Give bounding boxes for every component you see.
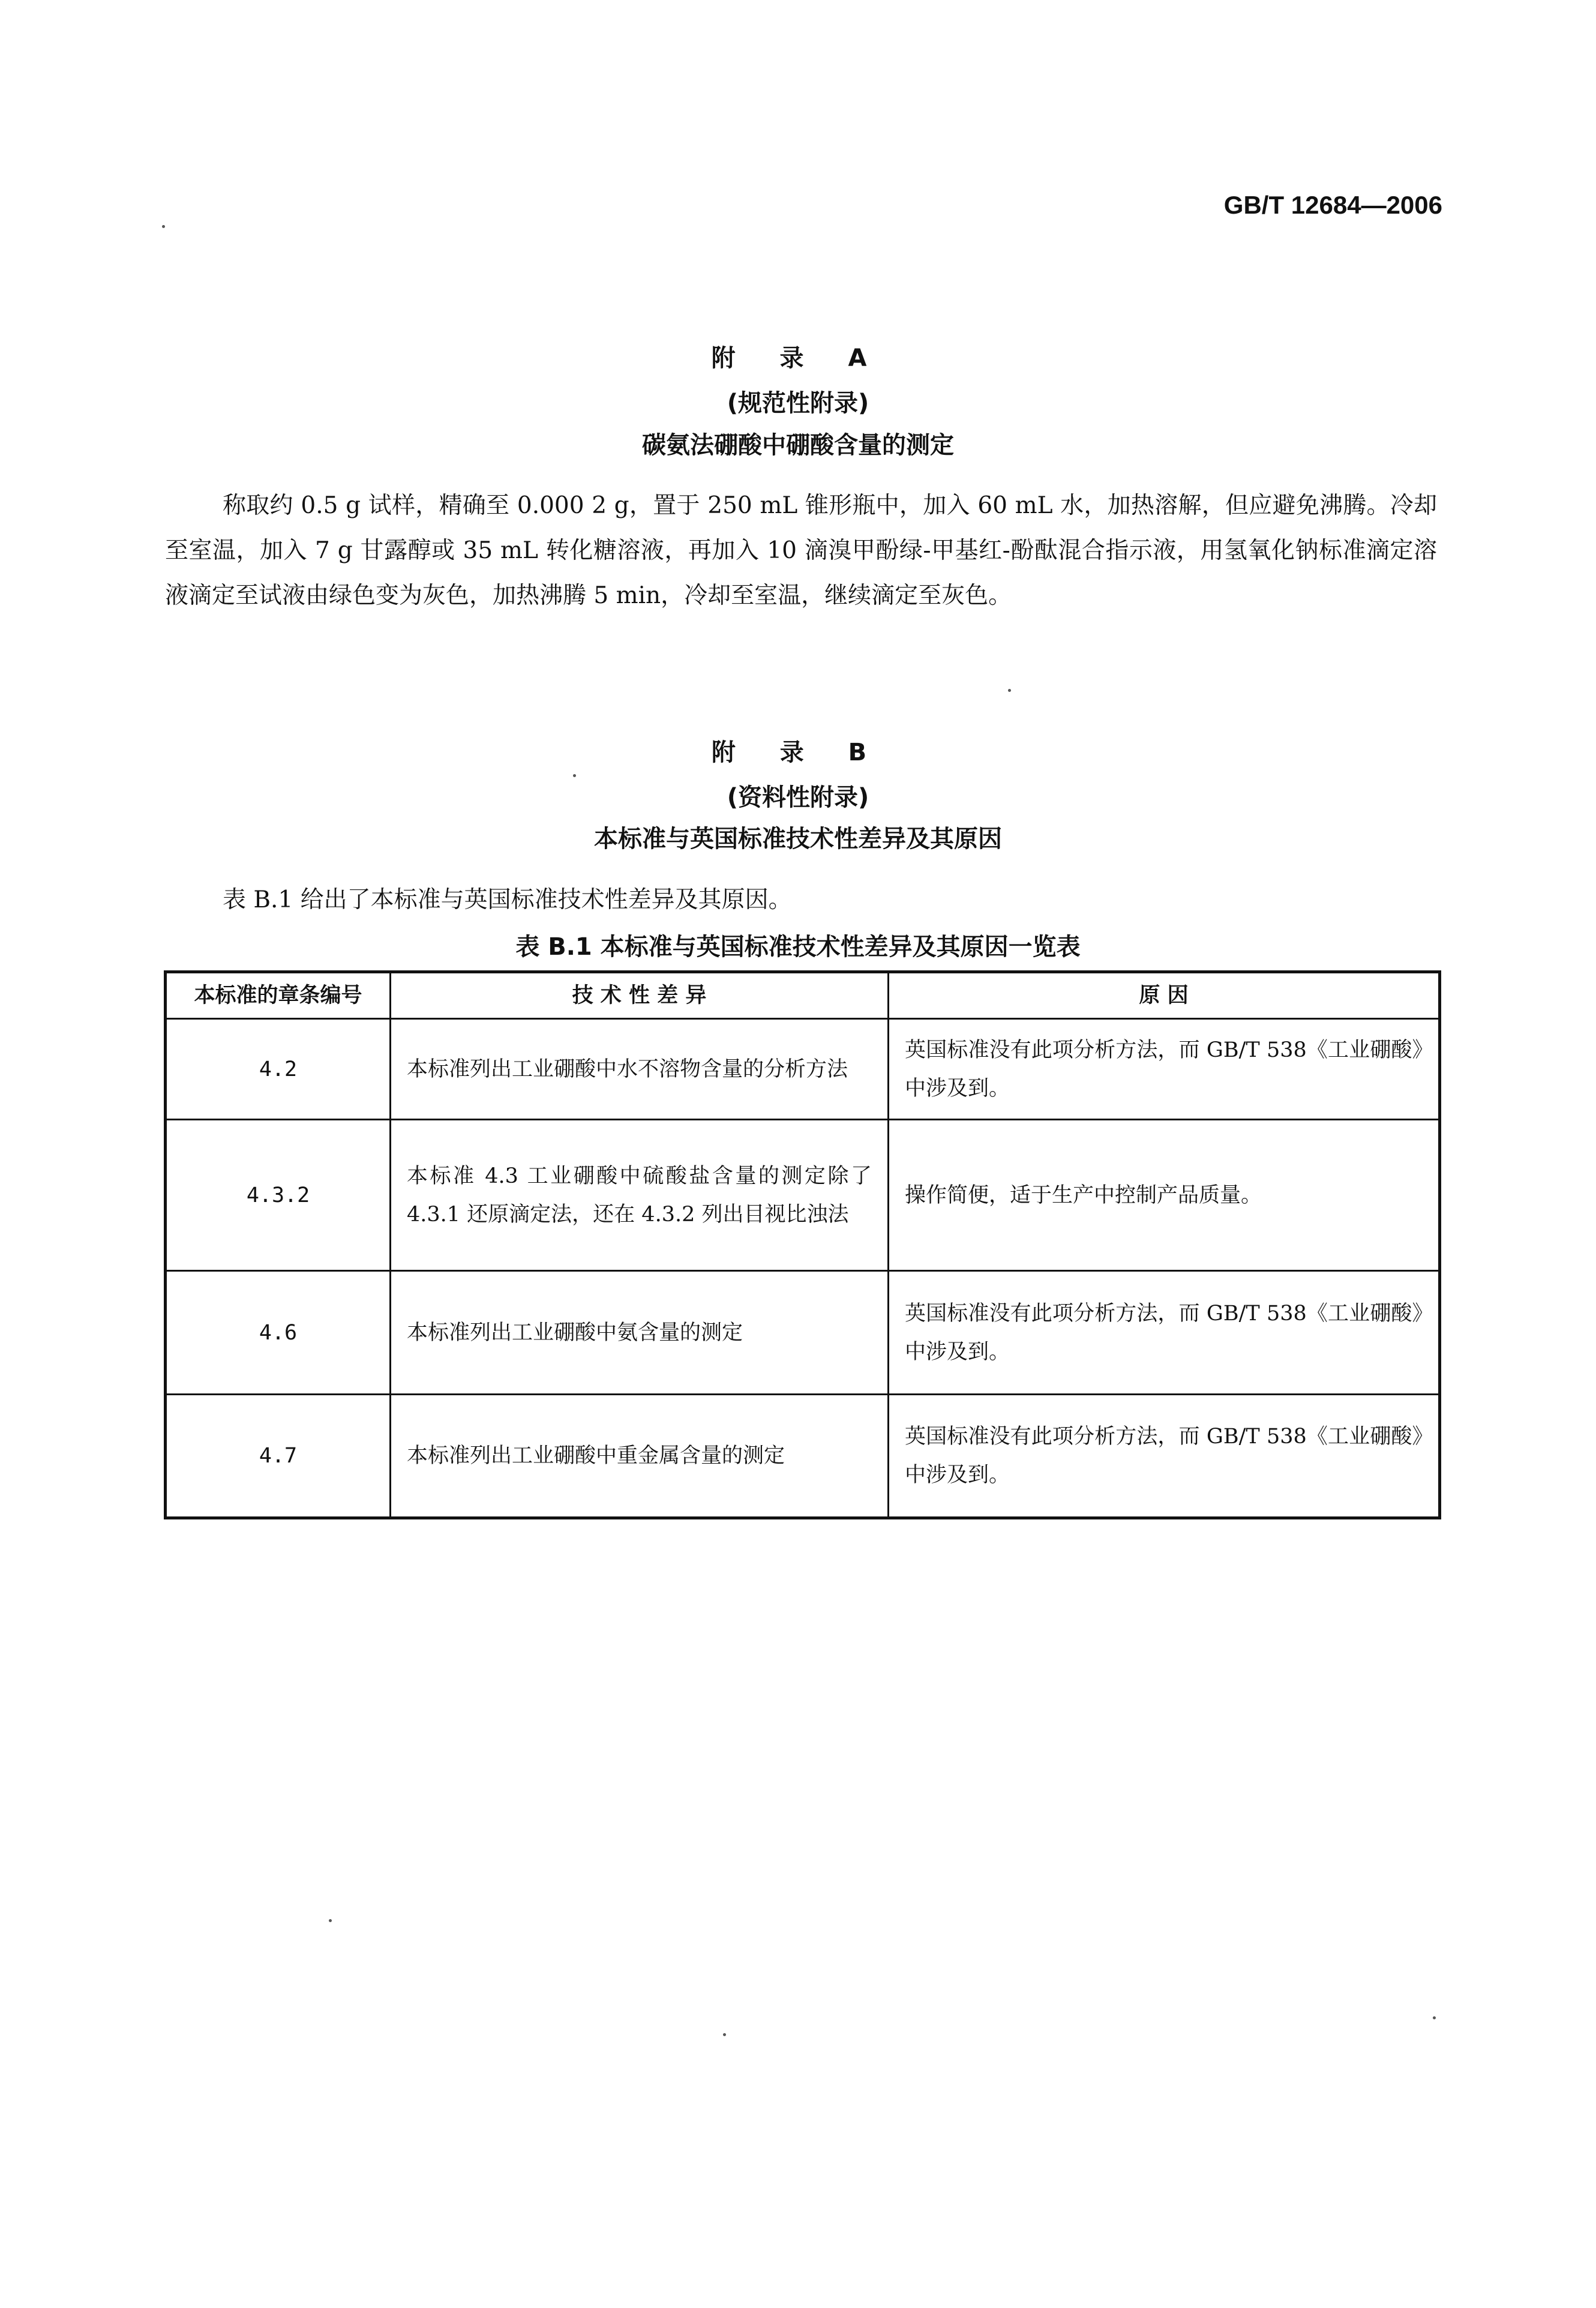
reason-cell: 英国标准没有此项分析方法，而 GB/T 538《工业硼酸》中涉及到。 bbox=[889, 1271, 1440, 1395]
reason-cell: 英国标准没有此项分析方法，而 GB/T 538《工业硼酸》中涉及到。 bbox=[889, 1395, 1440, 1518]
scan-speck bbox=[329, 1919, 332, 1922]
table-row bbox=[166, 1120, 1440, 1271]
difference-cell: 本标准列出工业硼酸中水不溶物含量的分析方法 bbox=[391, 1019, 889, 1120]
scan-speck bbox=[1433, 2016, 1436, 2019]
appendix-b-title: 附 录 B bbox=[711, 739, 885, 766]
appendix-b-paragraph: 表 B.1 给出了本标准与英国标准技术性差异及其原因。 bbox=[223, 886, 792, 913]
scan-speck bbox=[573, 774, 576, 777]
clause-cell: 4.7 bbox=[166, 1395, 391, 1518]
difference-cell: 本标准列出工业硼酸中氨含量的测定 bbox=[391, 1271, 889, 1395]
clause-cell: 4.6 bbox=[166, 1271, 391, 1395]
difference-cell: 本标准 4.3 工业硼酸中硫酸盐含量的测定除了 4.3.1 还原滴定法，还在 4.3.2 列出目视比浊法 bbox=[391, 1120, 889, 1271]
header-difference: 技 术 性 差 异 bbox=[391, 972, 889, 1019]
header-clause: 本标准的章条编号 bbox=[166, 972, 391, 1019]
table-row bbox=[166, 1271, 1440, 1395]
appendix-a-title: 附 录 A bbox=[711, 344, 885, 372]
appendix-a-paragraph: 称取约 0.5 g 试样，精确至 0.000 2 g，置于 250 mL 锥形瓶中，加入 60 mL 水，加热溶解，但应避免沸腾。冷却至室温，加入 7 g 甘露醇或 35 mL 转化糖溶液，再加入 10 滴溴甲酚绿-甲基红-酚酞混合指示液，用氢氧化钠标准滴定溶液滴定至试液由绿色变为灰色，加热沸腾 5 min，冷却至室温，继续滴定至灰色。 bbox=[165, 492, 1437, 609]
reason-cell: 操作简便，适于生产中控制产品质量。 bbox=[889, 1120, 1440, 1271]
appendix-a-subject: 碳氨法硼酸中硼酸含量的测定 bbox=[642, 431, 954, 459]
appendix-b-type: (资料性附录) bbox=[727, 784, 869, 811]
clause-cell: 4.3.2 bbox=[166, 1120, 391, 1271]
table-caption: 表 B.1 本标准与英国标准技术性差异及其原因一览表 bbox=[515, 933, 1081, 961]
reason-cell: 英国标准没有此项分析方法，而 GB/T 538《工业硼酸》中涉及到。 bbox=[889, 1019, 1440, 1120]
scan-speck bbox=[723, 2033, 726, 2036]
header-reason: 原 因 bbox=[889, 972, 1440, 1019]
scan-speck bbox=[1008, 689, 1011, 692]
scan-speck bbox=[162, 225, 165, 228]
table-row bbox=[166, 1395, 1440, 1518]
table-header-row bbox=[166, 972, 1440, 1019]
appendix-a-type: (规范性附录) bbox=[727, 389, 869, 417]
difference-cell: 本标准列出工业硼酸中重金属含量的测定 bbox=[391, 1395, 889, 1518]
clause-cell: 4.2 bbox=[166, 1019, 391, 1120]
appendix-b-subject: 本标准与英国标准技术性差异及其原因 bbox=[594, 825, 1002, 853]
table-row bbox=[166, 1019, 1440, 1120]
standard-code: GB/T 12684—2006 bbox=[1223, 191, 1442, 219]
differences-table bbox=[164, 970, 1441, 1519]
